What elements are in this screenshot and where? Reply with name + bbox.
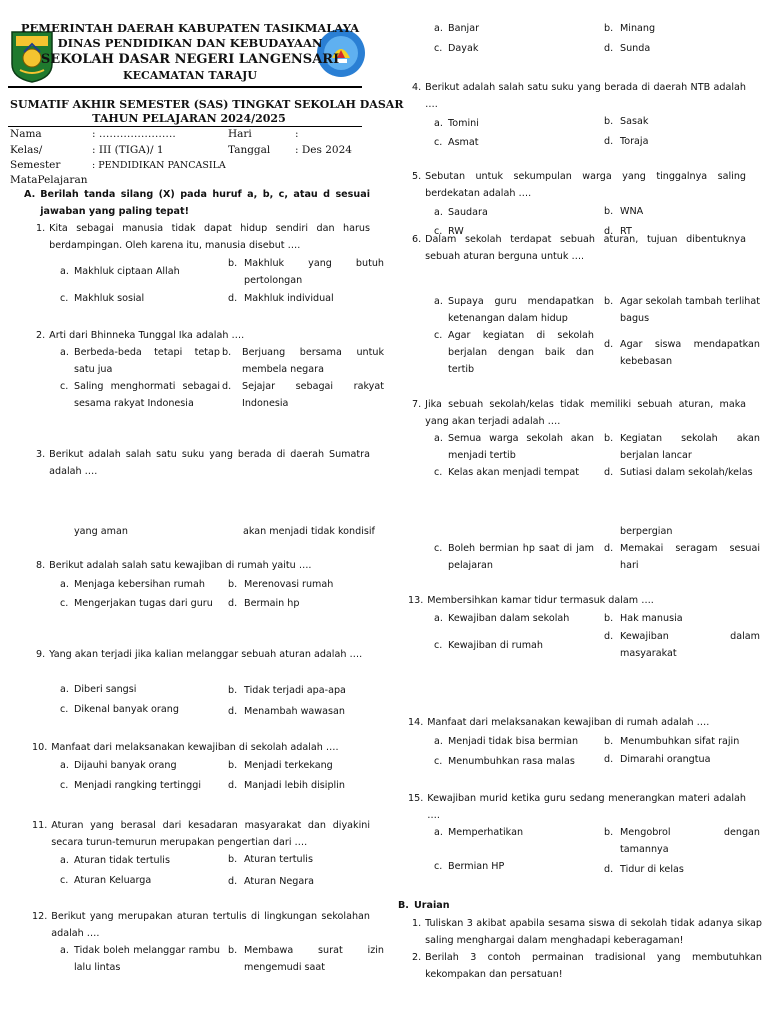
q4-option-c[interactable]: c. Asmat bbox=[434, 137, 479, 148]
question-10: 10. Manfaat dari melaksanakan kewajiban di sekolah adalah …. bbox=[32, 742, 339, 753]
question-1: 1. Kita sebagai manusia tidak dapat hidup sendiri dan harus berdampingan. Oleh karena itu, manusia disebut …. bbox=[36, 223, 370, 251]
question-6: 6. Dalam sekolah terdapat sebuah aturan, tujuan dibentuknya sebuah aturan berguna untuk …. bbox=[412, 234, 746, 262]
q12-option-a[interactable]: a. Tidak boleh melanggar rambu lalu lintas bbox=[60, 945, 220, 973]
q1-option-d[interactable]: d. Makhluk individual bbox=[228, 293, 334, 304]
q12-option-b-continued: berpergian bbox=[620, 526, 673, 537]
name-value: : …………………. bbox=[92, 128, 176, 140]
identity-top-rule bbox=[8, 126, 362, 127]
header-department: DINAS PENDIDIKAN DAN KEBUDAYAAN bbox=[57, 36, 323, 50]
q12-option-d[interactable]: d. Memakai seragam sesuai hari bbox=[604, 543, 760, 571]
q1-option-b[interactable]: b. Makhluk yang butuh pertolongan bbox=[228, 258, 384, 286]
q2-option-b[interactable]: b. Berjuang bersama untuk membela negara bbox=[222, 347, 384, 375]
q4-option-a[interactable]: a. Tomini bbox=[434, 118, 479, 129]
q2-option-a[interactable]: a. Berbeda-beda tetapi tetap satu jua bbox=[60, 347, 220, 375]
q5-option-b[interactable]: b. WNA bbox=[604, 206, 644, 217]
q5-option-c[interactable]: c. RW bbox=[434, 226, 464, 237]
q13-option-a[interactable]: a. Kewajiban dalam sekolah bbox=[434, 613, 570, 624]
q4-option-d[interactable]: d. Toraja bbox=[604, 136, 649, 147]
q3-option-b[interactable]: b. Minang bbox=[604, 23, 656, 34]
q11-option-a[interactable]: a. Aturan tidak tertulis bbox=[60, 855, 170, 866]
q11-option-d[interactable]: d. Aturan Negara bbox=[228, 876, 315, 887]
essay-question-1: 1. Tuliskan 3 akibat apabila sesama siswa di sekolah tidak adanya sikap saling menghargai dalam menghadapi keberagaman! bbox=[412, 918, 762, 946]
school-year: TAHUN PELAJARAN 2024/2025 bbox=[92, 112, 286, 125]
q14-option-a[interactable]: a. Menjadi tidak bisa bermian bbox=[434, 736, 579, 747]
q13-option-d[interactable]: d. Kewajiban dalam masyarakat bbox=[604, 631, 760, 659]
header-government: PEMERINTAH DAERAH KABUPATEN TASIKMALAYA bbox=[20, 21, 360, 35]
day-value: : bbox=[295, 128, 299, 140]
q5-option-d[interactable]: d. RT bbox=[604, 226, 632, 237]
name-label: Nama bbox=[10, 128, 42, 140]
question-13: 13. Membersihkan kamar tidur termasuk dalam …. bbox=[408, 595, 654, 606]
question-3: 3. Berikut adalah salah satu suku yang berada di daerah Sumatra adalah …. bbox=[36, 449, 370, 477]
exam-title: SUMATIF AKHIR SEMESTER (SAS) TINGKAT SEKOLAH DASAR bbox=[10, 98, 404, 111]
q13-option-b[interactable]: b. Hak manusia bbox=[604, 613, 683, 624]
q9-option-a[interactable]: a. Diberi sangsi bbox=[60, 684, 137, 695]
q2-option-d[interactable]: d. Sejajar sebagai rakyat Indonesia bbox=[222, 381, 384, 409]
section-b-heading: B. Uraian bbox=[398, 900, 450, 911]
q14-option-b[interactable]: b. Menumbuhkan sifat rajin bbox=[604, 736, 740, 747]
q8-option-a[interactable]: a. Menjaga kebersihan rumah bbox=[60, 579, 205, 590]
q8-option-d[interactable]: d. Bermain hp bbox=[228, 598, 300, 609]
q8-option-c[interactable]: c. Mengerjakan tugas dari guru bbox=[60, 598, 213, 609]
q9-option-c[interactable]: c. Dikenal banyak orang bbox=[60, 704, 179, 715]
header-school: SEKOLAH DASAR NEGERI LANGENSARI bbox=[40, 52, 340, 67]
question-15: 15. Kewajiban murid ketika guru sedang menerangkan materi adalah …. bbox=[408, 793, 746, 821]
question-12: 12. Berikut yang merupakan aturan tertulis di lingkungan sekolahan adalah …. bbox=[32, 911, 370, 939]
q7-option-b[interactable]: b. Kegiatan sekolah akan berjalan lancar bbox=[604, 433, 760, 461]
header-district: KECAMATAN TARAJU bbox=[123, 69, 257, 82]
q9-option-d[interactable]: d. Menambah wawasan bbox=[228, 706, 345, 717]
q7-option-d-continued: akan menjadi tidak kondisif bbox=[243, 526, 375, 537]
subject-label: MataPelajaran bbox=[10, 174, 88, 186]
q7-option-d[interactable]: d. Sutiasi dalam sekolah/kelas bbox=[604, 467, 753, 478]
q15-option-c[interactable]: c. Bermian HP bbox=[434, 861, 505, 872]
q6-option-c[interactable]: c. Agar kegiatan di sekolah berjalan dengan baik dan tertib bbox=[434, 330, 594, 375]
day-label: Hari bbox=[228, 128, 252, 140]
q7-option-c[interactable]: c. Kelas akan menjadi tempat bbox=[434, 467, 580, 478]
q1-option-c[interactable]: c. Makhluk sosial bbox=[60, 293, 145, 304]
q15-option-d[interactable]: d. Tidur di kelas bbox=[604, 864, 684, 875]
q7-option-c-continued: yang aman bbox=[74, 526, 128, 537]
semester-label: Semester bbox=[10, 159, 61, 171]
q12-option-c[interactable]: c. Boleh bermian hp saat di jam pelajaran bbox=[434, 543, 594, 571]
q11-option-c[interactable]: c. Aturan Keluarga bbox=[60, 875, 152, 886]
q13-option-c[interactable]: c. Kewajiban di rumah bbox=[434, 640, 544, 651]
q10-option-d[interactable]: d. Manjadi lebih disiplin bbox=[228, 780, 345, 791]
essay-question-2: 2. Berilah 3 contoh permainan tradisional yang membutuhkan kekompakan dan persatuan! bbox=[412, 952, 762, 980]
q11-option-b[interactable]: b. Aturan tertulis bbox=[228, 854, 313, 865]
header-divider bbox=[8, 86, 362, 88]
q3-option-a[interactable]: a. Banjar bbox=[434, 23, 480, 34]
q6-option-d[interactable]: d. Agar siswa mendapatkan kebebasan bbox=[604, 339, 760, 367]
q4-option-b[interactable]: b. Sasak bbox=[604, 116, 649, 127]
q9-option-b[interactable]: b. Tidak terjadi apa-apa bbox=[228, 685, 346, 696]
section-a-instruction: A. Berilah tanda silang (X) pada huruf a, b, c, atau d sesuai jawaban yang paling tepat! bbox=[24, 189, 370, 217]
question-5: 5. Sebutan untuk sekumpulan warga yang tinggalnya saling berdekatan adalah …. bbox=[412, 171, 746, 199]
q8-option-b[interactable]: b. Merenovasi rumah bbox=[228, 579, 334, 590]
q5-option-a[interactable]: a. Saudara bbox=[434, 207, 488, 218]
q2-option-c[interactable]: c. Saling menghormati sebagai sesama rakyat Indonesia bbox=[60, 381, 220, 409]
q14-option-c[interactable]: c. Menumbuhkan rasa malas bbox=[434, 756, 575, 767]
q14-option-d[interactable]: d. Dimarahi orangtua bbox=[604, 754, 711, 765]
q3-option-d[interactable]: d. Sunda bbox=[604, 43, 651, 54]
q10-option-b[interactable]: b. Menjadi terkekang bbox=[228, 760, 333, 771]
subject-value: : PENDIDIKAN PANCASILA bbox=[92, 160, 226, 171]
q12-option-b[interactable]: b. Membawa surat izin mengemudi saat bbox=[228, 945, 384, 973]
q10-option-a[interactable]: a. Dijauhi banyak orang bbox=[60, 760, 177, 771]
q1-option-a[interactable]: a. Makhluk ciptaan Allah bbox=[60, 266, 180, 277]
question-8: 8. Berikut adalah salah satu kewajiban di rumah yaitu …. bbox=[36, 560, 312, 571]
date-value: : Des 2024 bbox=[295, 144, 352, 156]
q6-option-b[interactable]: b. Agar sekolah tambah terlihat bagus bbox=[604, 296, 760, 324]
question-4: 4. Berikut adalah salah satu suku yang berada di daerah NTB adalah …. bbox=[412, 82, 746, 110]
question-11: 11. Aturan yang berasal dari kesadaran masyarakat dan diyakini secara turun-temurun merupakan pengertian dari …. bbox=[32, 820, 370, 848]
q7-option-a[interactable]: a. Semua warga sekolah akan menjadi tertib bbox=[434, 433, 594, 461]
q6-option-a[interactable]: a. Supaya guru mendapatkan ketenangan dalam hidup bbox=[434, 296, 594, 324]
q15-option-b[interactable]: b. Mengobrol dengan tamannya bbox=[604, 827, 760, 855]
question-14: 14. Manfaat dari melaksanakan kewajiban di rumah adalah …. bbox=[408, 717, 710, 728]
q3-option-c[interactable]: c. Dayak bbox=[434, 43, 479, 54]
q10-option-c[interactable]: c. Menjadi rangking tertinggi bbox=[60, 780, 202, 791]
class-value: : III (TIGA)/ 1 bbox=[92, 144, 164, 156]
question-9: 9. Yang akan terjadi jika kalian melanggar sebuah aturan adalah …. bbox=[36, 649, 363, 660]
question-7: 7. Jika sebuah sekolah/kelas tidak memiliki sebuah aturan, maka yang akan terjadi adalah …. bbox=[412, 399, 746, 427]
date-label: Tanggal bbox=[228, 144, 271, 156]
q15-option-a[interactable]: a. Memperhatikan bbox=[434, 827, 524, 838]
question-2: 2. Arti dari Bhinneka Tunggal Ika adalah …. bbox=[36, 330, 245, 341]
class-label: Kelas/ bbox=[10, 144, 43, 156]
